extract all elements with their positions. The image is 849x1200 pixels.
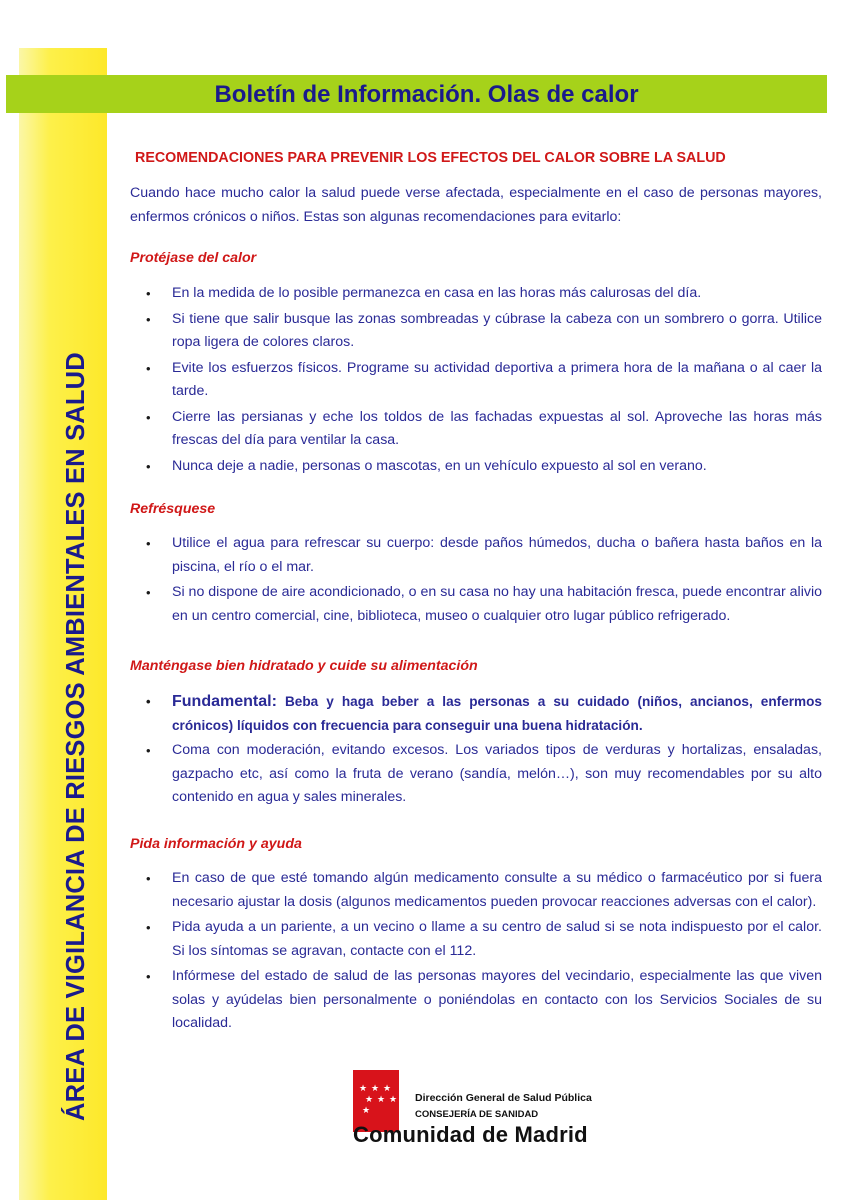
list-item-fundamental: • Fundamental: Beba y haga beber a las personas a su cuidado (niños, ancianos, enfermos crónicos) líquidos con frecuencia para conseguir una buena hidratación. xyxy=(130,690,822,737)
star-icon: ★ xyxy=(383,1083,392,1093)
list-hidratado xyxy=(130,690,822,812)
star-icon: ★ xyxy=(371,1083,380,1093)
star-icon: ★ xyxy=(359,1083,368,1093)
bullet-icon: • xyxy=(146,694,151,709)
comunidad-madrid-logo xyxy=(353,1070,613,1150)
list-item: • Nunca deje a nadie, personas o mascotas, en un vehículo expuesto al sol en verano. xyxy=(130,455,822,479)
intro-paragraph: Cuando hace mucho calor la salud puede verse afectada, especialmente en el caso de personas mayores, enfermos crónicos o niños. Estas son algunas recomendaciones para evitarlo: xyxy=(130,185,822,225)
section-heading-refresquese: Refrésquese xyxy=(130,501,216,517)
list-item: • Pida ayuda a un pariente, a un vecino o llame a su centro de salud si se nota indispuesto por el calor. Si los síntomas se agravan, contacte con el 112. xyxy=(130,916,822,963)
logo-direccion: Dirección General de Salud Pública xyxy=(415,1092,592,1104)
list-informacion xyxy=(130,867,822,1038)
bullet-icon: • xyxy=(146,458,151,474)
list-item: • Si tiene que salir busque las zonas sombreadas y cúbrase la cabeza con un sombrero o gorra. Utilice ropa ligera de colores claros. xyxy=(130,308,822,355)
fundamental-label: Fundamental: xyxy=(172,693,277,710)
list-item: • Utilice el agua para refrescar su cuerpo: desde paños húmedos, ducha o bañera hasta baños en la piscina, el río o el mar. xyxy=(130,532,822,579)
bullet-icon: • xyxy=(146,360,151,376)
bullet-icon: • xyxy=(146,920,151,935)
star-icon: ★ xyxy=(377,1094,386,1104)
list-item: • En caso de que esté tomando algún medicamento consulte a su médico o farmacéutico por si fuera necesario ajustar la dosis (algunos medicamentos pueden provocar reacciones adversas con el calor). xyxy=(130,867,822,914)
star-icon: ★ xyxy=(365,1094,374,1104)
list-item: • Infórmese del estado de salud de las personas mayores del vecindario, especialmente las que viven solas y ayúdelas bien personalmente o poniéndolas en contacto con los Servicios Sociales de su localidad. xyxy=(130,965,822,1036)
bullet-icon: • xyxy=(146,409,151,425)
bullet-icon: • xyxy=(146,969,151,984)
page-title: Boletín de Información. Olas de calor xyxy=(214,81,639,108)
star-icon: ★ xyxy=(362,1105,371,1115)
header-bar xyxy=(6,75,827,113)
list-item: • Coma con moderación, evitando excesos. Los variados tipos de verduras y hortalizas, ensaladas, gazpacho etc, así como la fruta de verano (sandía, melón…), son muy recomendables por su alto contenido en agua y sales minerales. xyxy=(130,739,822,810)
bullet-icon: • xyxy=(146,871,151,886)
bullet-icon: • xyxy=(146,286,151,301)
list-item: • Si no dispone de aire acondicionado, o en su casa no hay una habitación fresca, puede encontrar alivio en un centro comercial, cine, biblioteca, museo o cualquier otro lugar público refrigerado. xyxy=(130,581,822,628)
list-item: • En la medida de lo posible permanezca en casa en las horas más calurosas del día. xyxy=(130,282,822,306)
list-item: • Cierre las persianas y eche los toldos de las fachadas expuestas al sol. Aproveche las horas más frescas del día para ventilar la casa. xyxy=(130,406,822,453)
bullet-icon: • xyxy=(146,536,151,551)
list-refresquese xyxy=(130,532,822,630)
bullet-icon: • xyxy=(146,311,151,327)
logo-consejeria: CONSEJERÍA DE SANIDAD xyxy=(415,1109,539,1120)
vertical-area-title: ÁREA DE VIGILANCIA DE RIESGOS AMBIENTALES EN SALUD xyxy=(62,352,90,1121)
list-protejase xyxy=(130,282,822,480)
bullet-icon: • xyxy=(146,743,151,758)
star-icon: ★ xyxy=(389,1094,398,1104)
list-item: • Evite los esfuerzos físicos. Programe su actividad deportiva a primera hora de la mañana o al caer la tarde. xyxy=(130,357,822,404)
section-heading-hidratado: Manténgase bien hidratado y cuide su alimentación xyxy=(130,658,478,674)
main-title: RECOMENDACIONES PARA PREVENIR LOS EFECTOS DEL CALOR SOBRE LA SALUD xyxy=(135,150,726,166)
bullet-icon: • xyxy=(146,585,151,600)
logo-comunidad: Comunidad de Madrid xyxy=(353,1122,588,1147)
section-heading-protejase: Protéjase del calor xyxy=(130,250,257,266)
section-heading-informacion: Pida información y ayuda xyxy=(130,836,302,852)
